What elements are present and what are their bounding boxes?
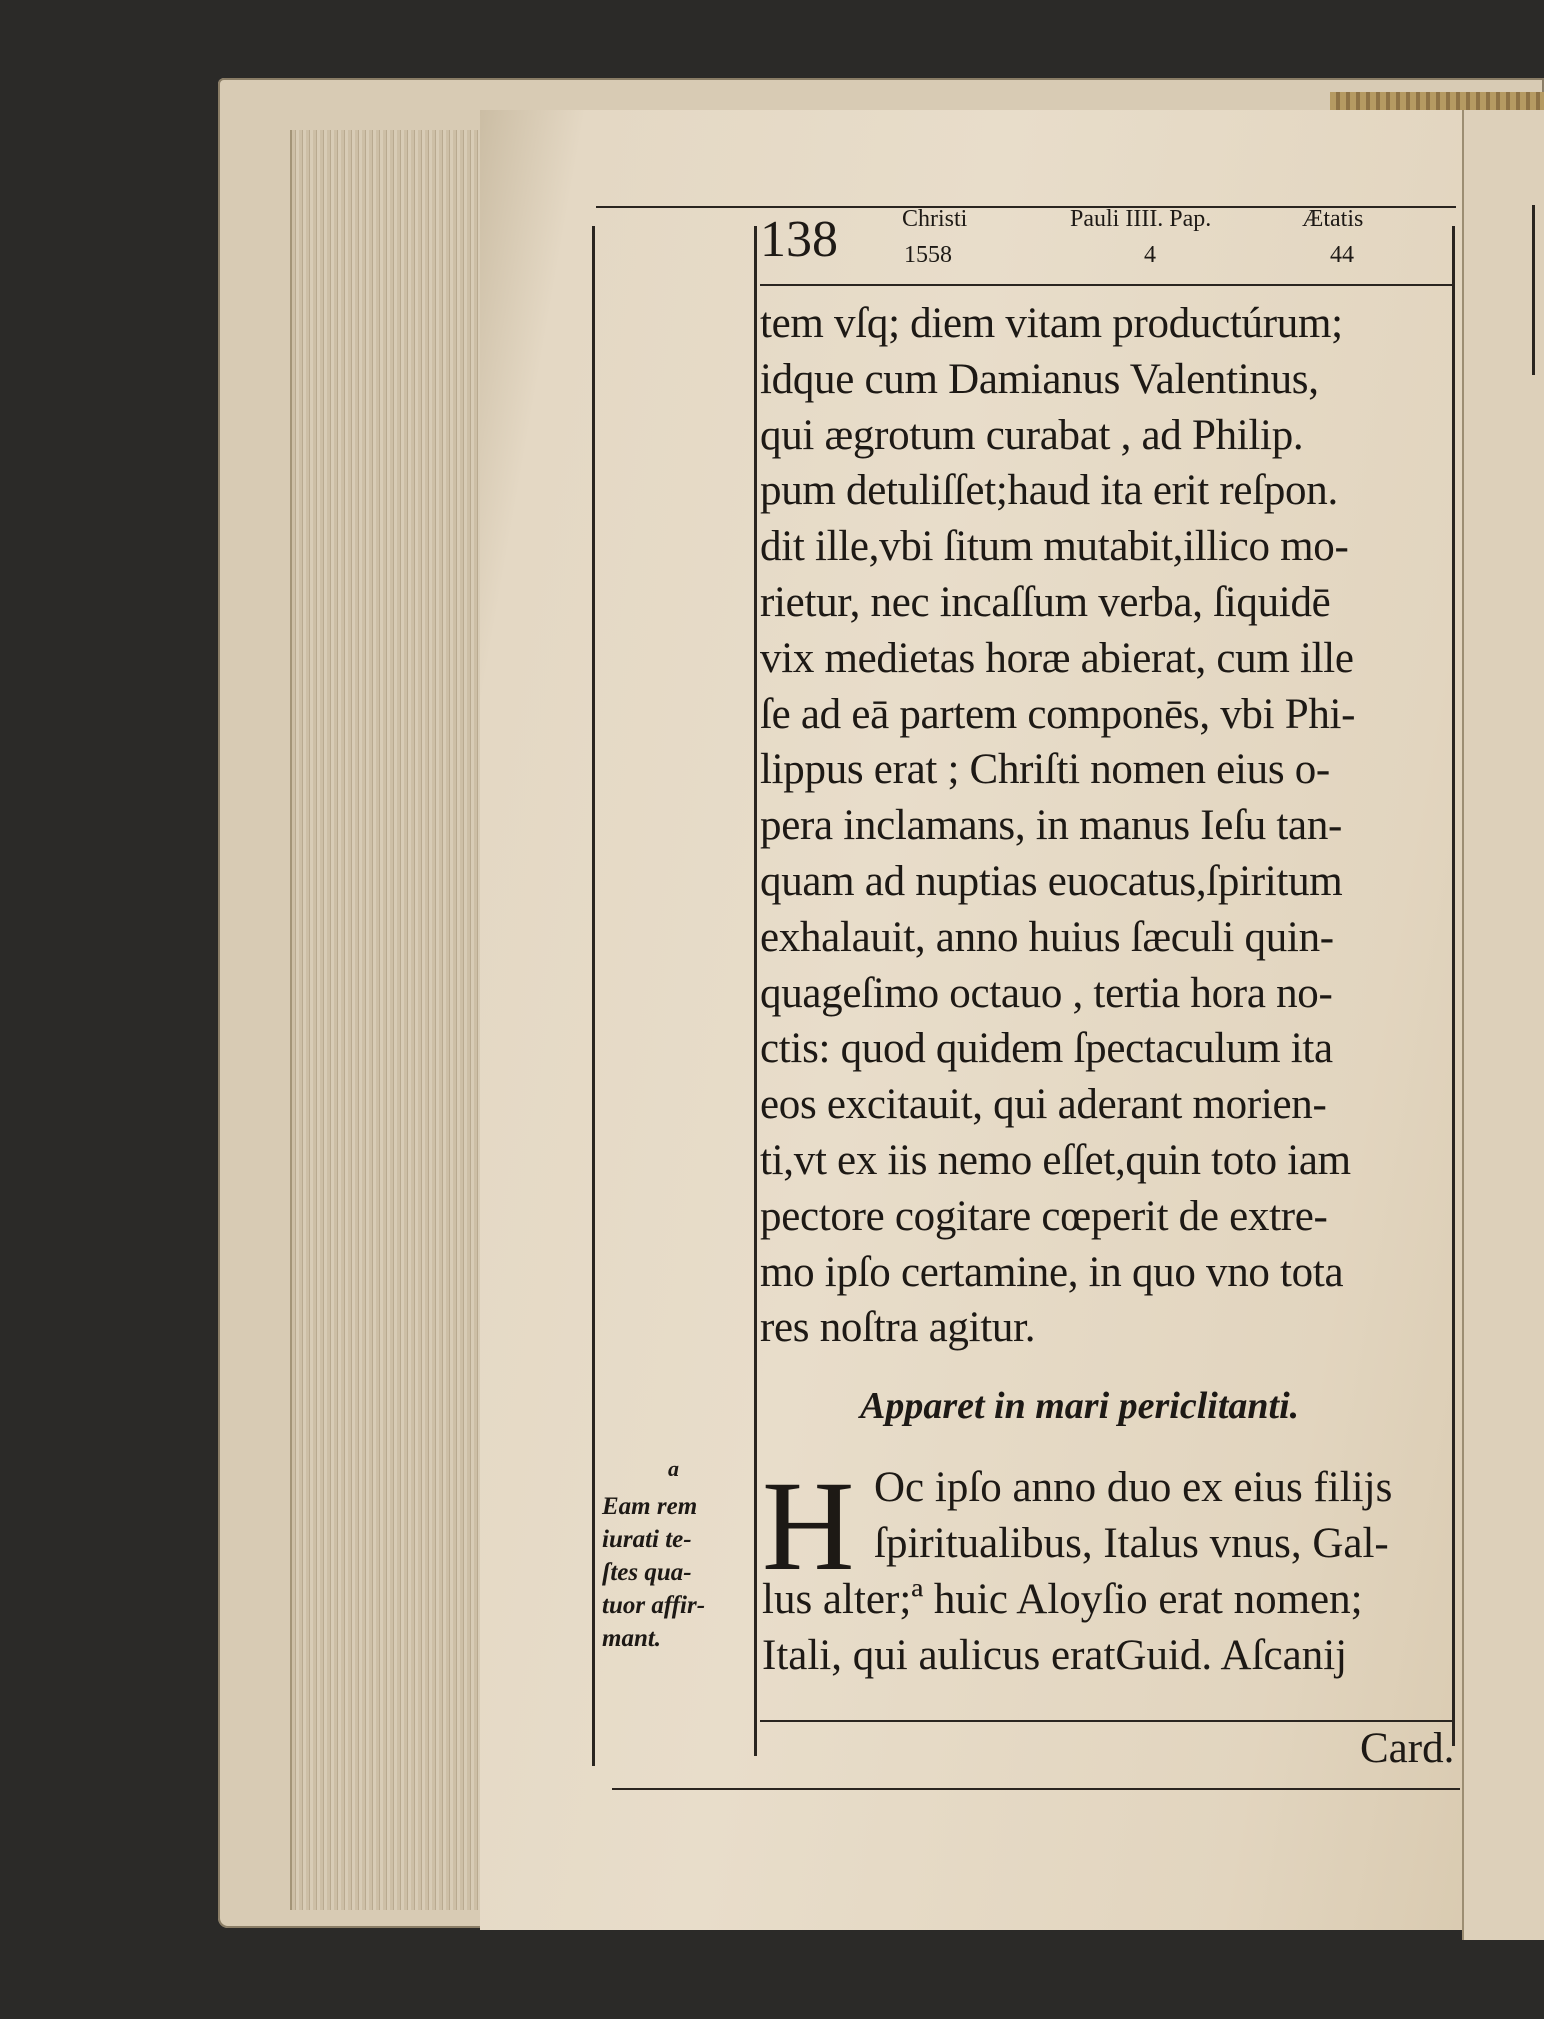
second-paragraph xyxy=(762,1455,1452,1684)
text-line: pectore cogitare cœperit de extre- xyxy=(760,1192,1328,1240)
facing-page-edge xyxy=(1462,110,1544,1940)
text-line: Oc ipſo anno duo ex eius filijs xyxy=(874,1464,1393,1511)
page-number: 138 xyxy=(760,211,838,268)
text-line: mo ipſo certamine, in quo vno tota xyxy=(760,1248,1344,1296)
catchword: Card. xyxy=(1360,1725,1455,1772)
header-age-label: Ætatis xyxy=(1302,206,1364,232)
text-line: pum detuliſſet;haud ita erit reſpon. xyxy=(760,467,1338,515)
text-line: tem vſq; diem vitam productúrum; xyxy=(760,300,1343,347)
header-christi-year: 1558 xyxy=(904,242,952,268)
text-line: dit ille,vbi ſitum mutabit,illico mo- xyxy=(760,523,1349,571)
page-edges xyxy=(290,130,492,1910)
marginal-note-line: iurati te- xyxy=(602,1526,692,1553)
marginal-note-line: ſtes qua- xyxy=(602,1559,692,1586)
header-christi-label: Christi xyxy=(902,206,968,232)
text-line: ſpiritualibus, Italus vnus, Gal- xyxy=(874,1520,1389,1567)
text-line: qui ægrotum curabat , ad Philip. xyxy=(760,411,1304,459)
text-line: rietur, nec incaſſum verba, ſiquidē xyxy=(760,578,1331,626)
body-paragraph xyxy=(760,296,1450,1356)
text-line: quageſimo octauo , tertia hora no- xyxy=(760,969,1333,1017)
text-line: exhalauit, anno huius ſæculi quin- xyxy=(760,913,1334,961)
marginal-reference-mark: a xyxy=(668,1456,679,1481)
text-line: pera inclamans, in manus Ieſu tan- xyxy=(760,802,1343,850)
text-line: lus alter;ª huic Aloyſio erat nomen; xyxy=(762,1576,1363,1623)
text-line: res noſtra agitur. xyxy=(760,1304,1036,1352)
header-rule xyxy=(760,284,1454,286)
marginal-note-line: tuor affir- xyxy=(602,1592,706,1619)
text-line: Itali, qui aulicus eratGuid. Aſcanij xyxy=(762,1632,1348,1679)
frame-left-outer xyxy=(592,226,595,1766)
text-line: lippus erat ; Chriſti nomen eius o- xyxy=(760,746,1330,794)
text-line: ti,vt ex iis nemo eſſet,quin toto iam xyxy=(760,1136,1351,1184)
header-pope-label: Pauli IIII. Pap. xyxy=(1070,206,1212,232)
section-heading: Apparet in mari periclitanti. xyxy=(860,1385,1300,1427)
text-line: idque cum Damianus Valentinus, xyxy=(760,355,1319,403)
drop-cap: H xyxy=(762,1455,855,1597)
frame-bottom xyxy=(612,1788,1460,1790)
marginal-note-line: mant. xyxy=(602,1625,662,1652)
marginal-note xyxy=(602,1490,732,1655)
frame-right xyxy=(1452,226,1455,1746)
header-age-value: 44 xyxy=(1330,242,1354,268)
text-line: eos excitauit, qui aderant morien- xyxy=(760,1081,1327,1129)
marginal-note-line: Eam rem xyxy=(602,1493,698,1520)
text-line: ctis: quod quidem ſpectaculum ita xyxy=(760,1025,1333,1073)
frame-gutter xyxy=(754,226,757,1756)
text-line: vix medietas horæ abierat, cum ille xyxy=(760,634,1354,682)
text-line: quam ad nuptias euocatus,ſpiritum xyxy=(760,857,1343,905)
text-line: ſe ad eā partem componēs, vbi Phi- xyxy=(760,690,1356,738)
footer-rule xyxy=(760,1720,1454,1722)
header-pope-year: 4 xyxy=(1144,242,1156,268)
